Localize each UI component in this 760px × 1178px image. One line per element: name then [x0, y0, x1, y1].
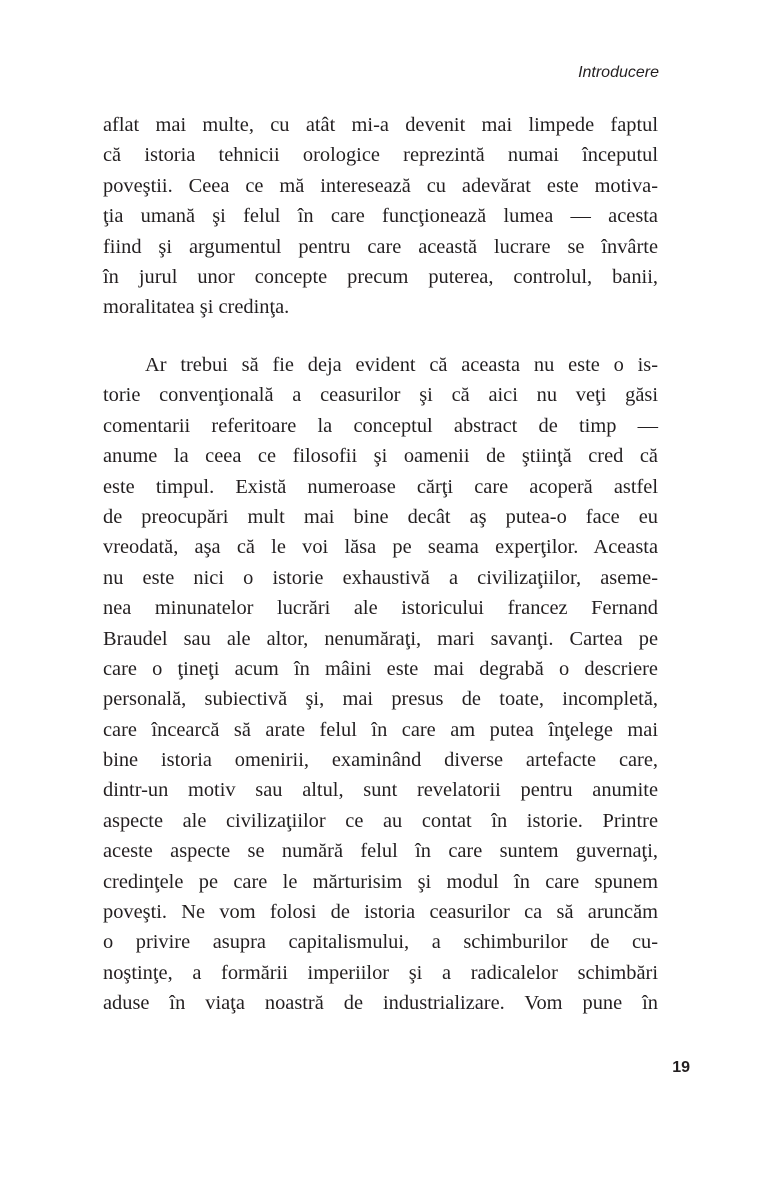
text-line: nea minunatelor lucrări ale istoricului francez Fernand: [103, 597, 658, 620]
text-line: de preocupări mult mai bine decât aş putea-o face eu: [103, 505, 658, 528]
text-line: nu este nici o istorie exhaustivă a civilizaţiilor, aseme-: [103, 566, 658, 589]
text-line: că istoria tehnicii orologice reprezintă numai începutul: [103, 144, 658, 167]
text-line: aceste aspecte se numără felul în care suntem guvernaţi,: [103, 840, 658, 863]
text-line: poveştii. Ceea ce mă interesează cu adevărat este motiva-: [103, 174, 658, 197]
text-line: credinţele pe care le mărturisim şi modul în care spunem: [103, 870, 658, 893]
text-line: aspecte ale civilizaţiilor ce au contat în istorie. Printre: [103, 809, 658, 832]
text-line: o privire asupra capitalismului, a schimburilor de cu-: [103, 931, 658, 954]
text-line: Braudel sau ale altor, nenumăraţi, mari savanţi. Cartea pe: [103, 627, 658, 650]
text-line: torie convenţională a ceasurilor şi că aici nu veţi găsi: [103, 384, 658, 407]
text-line: care o ţineţi acum în mâini este mai degrabă o descriere: [103, 657, 658, 680]
text-line: în jurul unor concepte precum puterea, controlul, banii,: [103, 265, 658, 288]
paragraph-2: [103, 350, 658, 1019]
text-line: bine istoria omenirii, examinând diverse artefacte care,: [103, 749, 658, 772]
text-line: aflat mai multe, cu atât mi-a devenit mai limpede faptul: [103, 114, 658, 136]
text-line: fiind şi argumentul pentru care această lucrare se învârte: [103, 235, 658, 258]
running-header-title: Introducere: [578, 64, 659, 81]
text-line: care încearcă să arate felul în care am putea înţelege mai: [103, 718, 658, 741]
text-line: anume la ceea ce filosofii şi oamenii de ştiinţă cred că: [103, 445, 658, 468]
text-line: ţia umană şi felul în care funcţionează lumea — acesta: [103, 205, 658, 228]
text-line: moralitatea şi credinţa.: [103, 296, 290, 319]
text-line: Ar trebui să fie deja evident că aceasta nu este o is-: [145, 354, 658, 376]
text-line: personală, subiectivă şi, mai presus de toate, incompletă,: [103, 688, 658, 711]
text-line: aduse în viaţa noastră de industrializare. Vom pune în: [103, 992, 658, 1015]
text-line: poveşti. Ne vom folosi de istoria ceasurilor ca să aruncăm: [103, 901, 658, 924]
text-line: noştinţe, a formării imperiilor şi a radicalelor schimbări: [103, 961, 658, 984]
text-line: comentarii referitoare la conceptul abstract de timp —: [103, 414, 658, 437]
page-number: 19: [672, 1059, 690, 1076]
text-line: dintr-un motiv sau altul, sunt revelatorii pentru anumite: [103, 779, 658, 802]
text-line: vreodată, aşa că le voi lăsa pe seama experţilor. Aceasta: [103, 536, 658, 559]
text-line: este timpul. Există numeroase cărţi care acoperă astfel: [103, 475, 658, 498]
paragraph-1: [103, 110, 658, 323]
